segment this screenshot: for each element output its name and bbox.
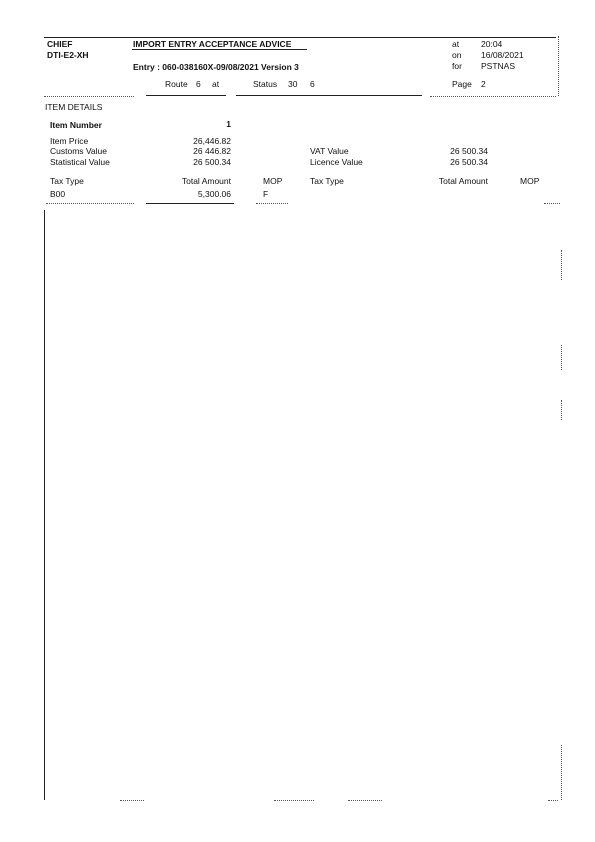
entry-reference: Entry : 060-038160X-09/08/2021 Version 3 xyxy=(133,62,299,72)
item-price-label: Item Price xyxy=(50,136,89,146)
right-border-fragment-2 xyxy=(561,345,562,370)
at-time: 20:04 xyxy=(481,39,503,49)
route-at-label: at xyxy=(212,79,220,89)
status-label: Status xyxy=(253,79,278,89)
system-name: CHIEF xyxy=(47,39,73,49)
total-amount-header-right: Total Amount xyxy=(438,176,488,186)
tax-row-amount: 5,300.06 xyxy=(197,189,231,199)
section-title: ITEM DETAILS xyxy=(45,102,103,112)
bottom-dots-3 xyxy=(348,800,382,801)
statistical-value-label: Statistical Value xyxy=(50,157,110,167)
table-rule xyxy=(146,203,234,204)
page-number: 2 xyxy=(481,79,486,89)
right-border-fragment-1 xyxy=(561,250,562,280)
table-dotted-rule-mid xyxy=(256,203,288,204)
item-number-value: 1 xyxy=(226,119,231,129)
route-rule xyxy=(146,95,226,96)
mop-header-left: MOP xyxy=(263,176,283,186)
on-date: 16/08/2021 xyxy=(481,50,524,60)
item-price-value: 26,446.82 xyxy=(193,136,231,146)
vat-value-label: VAT Value xyxy=(310,146,349,156)
at-label: at xyxy=(452,39,460,49)
on-label: on xyxy=(452,50,462,60)
top-rule xyxy=(44,37,556,38)
title-underline xyxy=(132,49,307,50)
left-border xyxy=(44,210,45,800)
status-value: 30 xyxy=(288,79,298,89)
status-extra: 6 xyxy=(310,79,315,89)
header-right-edge xyxy=(558,36,559,96)
right-border-fragment-4 xyxy=(561,745,562,800)
header-dotted-rule-left xyxy=(44,96,134,97)
statistical-value: 26 500.34 xyxy=(193,157,231,167)
bottom-dots-1 xyxy=(120,800,144,801)
licence-value: 26 500.34 xyxy=(450,157,488,167)
right-border-fragment-3 xyxy=(561,400,562,420)
customs-value-label: Customs Value xyxy=(50,146,108,156)
tax-row-mop: F xyxy=(263,189,269,199)
route-value: 6 xyxy=(196,79,201,89)
for-label: for xyxy=(452,61,462,71)
route-label: Route xyxy=(165,79,188,89)
table-dotted-rule-right xyxy=(544,203,560,204)
terminal-id: DTI-E2-XH xyxy=(47,50,89,60)
tax-row-type: B00 xyxy=(50,189,66,199)
tax-type-header-left: Tax Type xyxy=(50,176,84,186)
for-value: PSTNAS xyxy=(481,61,516,71)
status-rule xyxy=(236,95,422,96)
header-dotted-rule-right xyxy=(430,96,556,97)
bottom-dots-2 xyxy=(274,800,314,801)
mop-header-right: MOP xyxy=(520,176,540,186)
total-amount-header-left: Total Amount xyxy=(181,176,231,186)
document-title: IMPORT ENTRY ACCEPTANCE ADVICE xyxy=(133,39,292,49)
page-label: Page xyxy=(452,79,472,89)
table-dotted-rule-left xyxy=(46,203,134,204)
customs-value: 26 446.82 xyxy=(193,146,231,156)
vat-value: 26 500.34 xyxy=(450,146,488,156)
tax-type-header-right: Tax Type xyxy=(310,176,344,186)
item-number-label: Item Number xyxy=(50,120,102,130)
bottom-dots-4 xyxy=(548,800,558,801)
licence-value-label: Licence Value xyxy=(310,157,363,167)
